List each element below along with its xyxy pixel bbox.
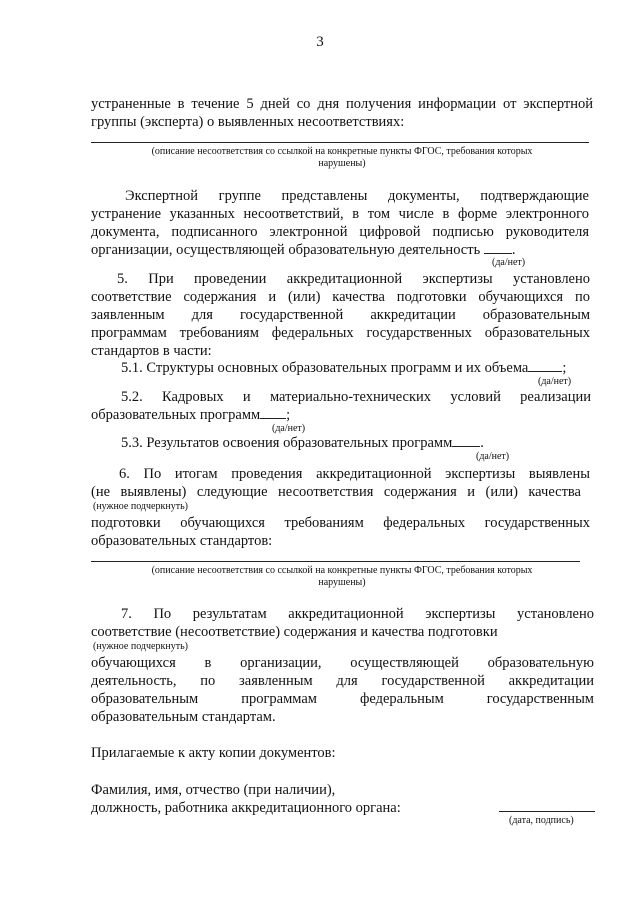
item-5-3-text: 5.3. Результатов освоения образовательных программ — [121, 435, 453, 451]
item-5-1 — [121, 359, 591, 377]
block6-line4: образовательных стандартов: — [91, 533, 273, 549]
block7-line6: образовательным стандартам. — [91, 709, 276, 725]
item-5-2-line1: 5.2. Кадровых и материально-технических условий реализации — [121, 389, 591, 405]
item-5-2-end: ; — [286, 407, 291, 423]
block5-line5: стандартов в части: — [91, 343, 212, 359]
block1-line2: группы (эксперта) о выявленных несоответствиях: — [91, 114, 405, 130]
item-5-3-hint: (да/нет) — [476, 451, 510, 462]
block7-line3: обучающихся в организации, осуществляющей образовательную — [91, 655, 594, 671]
block2-line2: устранение указанных несоответствий, в том числе в форме электронного — [91, 206, 589, 222]
block7-line1: 7. По результатам аккредитационной экспертизы установлено — [121, 606, 594, 622]
item-5-2-hint: (да/нет) — [272, 423, 306, 434]
block1-caption-line1: (описание несоответствия со ссылкой на конкретные пункты ФГОС, требования которых — [151, 146, 533, 157]
blank-field — [484, 241, 512, 254]
block5-line1: 5. При проведении аккредитационной экспертизы установлено — [117, 271, 590, 287]
block6-caption-line1: (описание несоответствия со ссылкой на конкретные пункты ФГОС, требования которых — [151, 565, 533, 576]
blank-field — [452, 434, 480, 447]
fill-in-line-2 — [91, 561, 580, 562]
block5-line4: программам требованиям федеральных государственных образовательных — [91, 325, 590, 341]
page-number: 3 — [316, 34, 324, 50]
item-5-1-end: ; — [562, 360, 567, 376]
signature-hint: (дата, подпись) — [509, 815, 574, 826]
block5-line2: соответствие содержания и (или) качества подготовки обучающихся по — [91, 289, 590, 305]
blank-field — [260, 406, 286, 419]
block1-caption-line2: нарушены) — [318, 158, 366, 169]
block6-hint: (нужное подчеркнуть) — [93, 501, 188, 512]
block6-line1: 6. По итогам проведения аккредитационной экспертизы выявлены — [119, 466, 590, 482]
item-5-3 — [121, 434, 591, 452]
signature-line — [499, 811, 595, 812]
item-5-2-text: образовательных программ — [91, 407, 261, 423]
blank-field — [528, 359, 562, 372]
block7-line4: деятельность, по заявленным для государственной аккредитации — [91, 673, 594, 689]
item-5-1-text: 5.1. Структуры основных образовательных программ и их объема — [121, 360, 529, 376]
block1-line1: устраненные в течение 5 дней со дня получения информации от экспертной — [91, 96, 593, 112]
signature-line1: Фамилия, имя, отчество (при наличии), — [91, 782, 336, 798]
item-5-3-end: . — [480, 435, 484, 451]
block2-line1: Экспертной группе представлены документы, подтверждающие — [125, 188, 589, 204]
block2-hint: (да/нет) — [492, 257, 526, 268]
item-5-1-hint: (да/нет) — [538, 376, 572, 387]
block7-line5: образовательным программам федеральным государственным — [91, 691, 594, 707]
attachments-label: Прилагаемые к акту копии документов: — [91, 745, 336, 761]
block6-caption-line2: нарушены) — [318, 577, 366, 588]
block5-line3: заявленным для государственной аккредитации образовательным — [91, 307, 590, 323]
block7-hint: (нужное подчеркнуть) — [93, 641, 188, 652]
block6-line3: подготовки обучающихся требованиям федеральных государственных — [91, 515, 590, 531]
signature-line2: должность, работника аккредитационного органа: — [91, 800, 401, 816]
block2-line4-text: организации, осуществляющей образовательную деятельность — [91, 242, 481, 258]
block2-line4-end: . — [511, 242, 516, 258]
item-5-2-line2 — [91, 406, 593, 424]
fill-in-line-1 — [91, 142, 589, 143]
block7-line2: соответствие (несоответствие) содержания и качества подготовки — [91, 624, 498, 640]
block2-line3: документа, подписанного электронной цифровой подписью руководителя — [91, 224, 589, 240]
block6-line2: (не выявлены) следующие несоответствия содержания и (или) качества — [91, 484, 581, 500]
